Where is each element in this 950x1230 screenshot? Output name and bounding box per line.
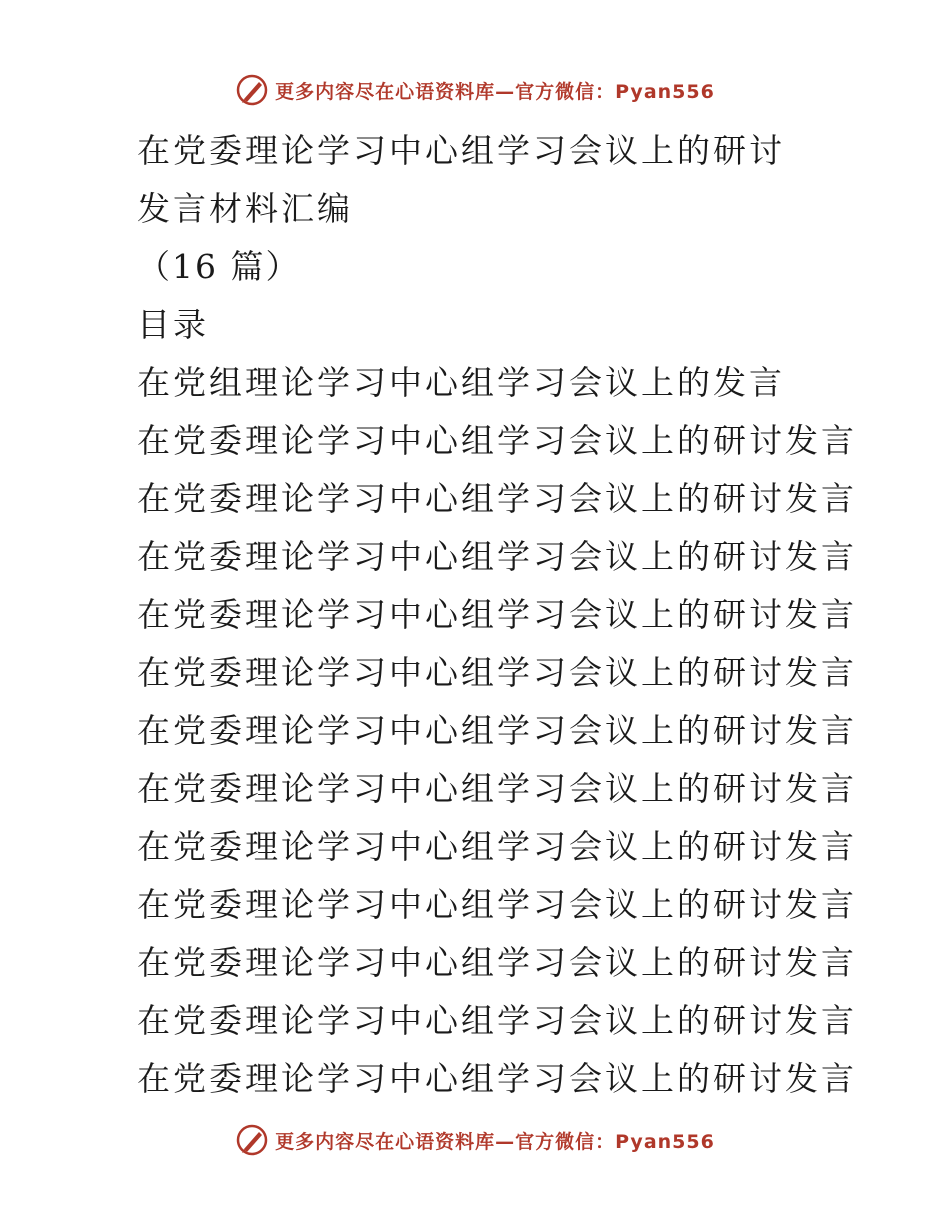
toc-item: 在党委理论学习中心组学习会议上的研讨发言 [137, 653, 857, 692]
watermark-text: 更多内容尽在心语资料库—官方微信：Pyan556 [275, 1130, 715, 1153]
pen-circle-icon [235, 1123, 269, 1157]
pen-circle-icon [235, 73, 269, 107]
toc-heading: 目录 [137, 305, 209, 344]
document-title-line-2: 发言材料汇编 [137, 189, 353, 228]
toc-item: 在党委理论学习中心组学习会议上的研讨发言 [137, 595, 857, 634]
document-body [137, 122, 857, 1108]
header-watermark [0, 70, 950, 110]
toc-item: 在党委理论学习中心组学习会议上的研讨发言 [137, 421, 857, 460]
document-title-line-1: 在党委理论学习中心组学习会议上的研讨 [137, 131, 785, 170]
toc-item: 在党委理论学习中心组学习会议上的研讨发言 [137, 711, 857, 750]
toc-item: 在党委理论学习中心组学习会议上的研讨发言 [137, 943, 857, 982]
toc-item: 在党委理论学习中心组学习会议上的研讨发言 [137, 885, 857, 924]
toc-item: 在党委理论学习中心组学习会议上的研讨发言 [137, 827, 857, 866]
toc-item: 在党委理论学习中心组学习会议上的研讨发言 [137, 769, 857, 808]
watermark-text: 更多内容尽在心语资料库—官方微信：Pyan556 [275, 80, 715, 103]
toc-item: 在党组理论学习中心组学习会议上的发言 [137, 363, 785, 402]
toc-item: 在党委理论学习中心组学习会议上的研讨发言 [137, 479, 857, 518]
article-count: （16 篇） [137, 247, 301, 286]
toc-list [137, 354, 857, 1108]
toc-item: 在党委理论学习中心组学习会议上的研讨发言 [137, 537, 857, 576]
toc-item: 在党委理论学习中心组学习会议上的研讨发言 [137, 1001, 857, 1040]
footer-watermark [0, 1120, 950, 1160]
toc-item: 在党委理论学习中心组学习会议上的研讨发言 [137, 1059, 857, 1098]
